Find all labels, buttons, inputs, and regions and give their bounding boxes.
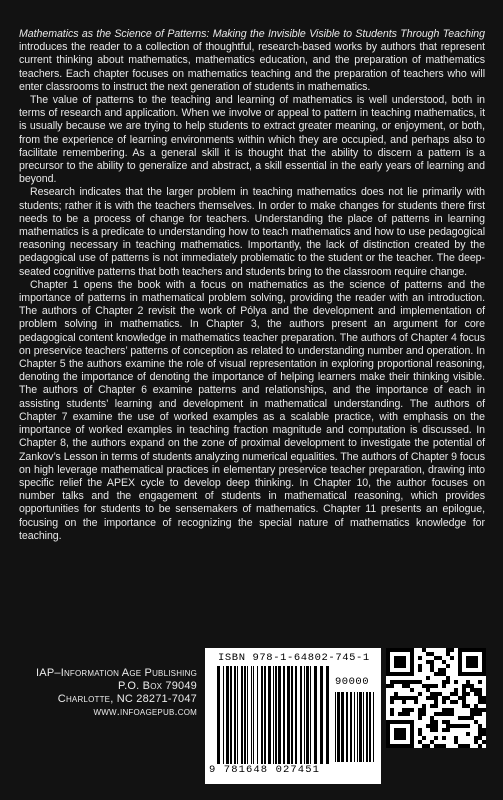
ean-digits: 9 781648 027451 (209, 764, 321, 776)
addon-barcode-bars (335, 692, 377, 762)
paragraph-1 (19, 28, 485, 94)
book-title: Mathematics as the Science of Patterns: Making the Invisible Visible to Students Through Teaching (19, 28, 485, 40)
description-text (19, 28, 485, 543)
isbn-label: ISBN 978-1-64802-745-1 (218, 652, 370, 664)
isbn-barcode (205, 648, 381, 784)
publisher-po-box: P.O. Box 79049 (118, 680, 197, 692)
qr-code-pattern (386, 648, 486, 748)
qr-code (386, 648, 486, 748)
publisher-info (0, 667, 197, 719)
paragraph-2: The value of patterns to the teaching and learning of mathematics is well understood, both in terms of research and application. When we involve or appeal to pattern in teaching mathematics, it is usually because we are trying to help students to extract greater meaning, or enjoyment, or both, from the experience of learning environments within which they are occupied, and perhaps also to facilitate remembering. As a general skill it is thought that the ability to discern a pattern is a precursor to the ability to generalize and abstract, a skill essential in the early years of learning and beyond. (19, 94, 485, 186)
price-code: 90000 (335, 676, 370, 688)
publisher-website: www.infoagepub.com (93, 706, 197, 718)
publisher-name: IAP–Information Age Publishing (36, 667, 197, 679)
publisher-city: Charlotte, NC 28271-7047 (57, 693, 197, 705)
paragraph-4: Chapter 1 opens the book with a focus on mathematics as the science of patterns and the importance of patterns in mathematical problem solving, providing the reader with an introduction. The authors of Chapter 2 revisit the work of Pólya and the development and implementation of problem solving in mathematics. In Chapter 3, the authors present an argument for core pedagogical content knowledge in mathematics teacher preparation. The authors of Chapter 4 focus on preservice teachers’ patterns of conception as related to understanding number and operation. In Chapter 5 the authors examine the role of visual representation in exploring proportional reasoning, denoting the importance of denoting the importance of helping learners make their thinking visible. The authors of Chapter 6 examine patterns and relationships, and the importance of each in assisting students’ learning and development in mathematical understanding. The authors of Chapter 7 examine the use of worked examples as a scalable practice, with emphasis on the importance of worked examples in teaching fraction magnitude and computation is discussed. In Chapter 8, the authors expand on the zone of proximal development to investigate the potential of Zankov’s Lesson in terms of students analyzing numerical equalities. The authors of Chapter 9 focus on high leverage mathematical practices in elementary preservice teacher preparation, drawing into specific relief the APEX cycle to develop deep thinking. In Chapter 10, the author focuses on number talks and the engagement of students in mathematical reasoning, which provides opportunities for students to be sensemakers of mathematics. Chapter 11 presents an epilogue, focusing on the importance of recognizing the special nature of mathematics knowledge for teaching. (19, 278, 485, 542)
paragraph-3: Research indicates that the larger problem in teaching mathematics does not lie primarily with students; rather it is with the teachers themselves. In order to make changes for students there first needs to be a process of change for teachers. Understanding the place of patterns in learning mathematics is a predicate to understanding how to teach mathematics and how to use pedagogical reasoning necessary in teaching mathematics. Importantly, the lack of distinction created by the pedagogical use of patterns is not immediately problematic to the student or the teacher. The deep-seated cognitive patterns that both teachers and students bring to the classroom require change. (19, 186, 485, 278)
ean-barcode-bars (217, 666, 329, 764)
paragraph-1-rest: introduces the reader to a collection of thoughtful, research-based works by authors that represent current thinking about mathematics, mathematics education, and the preparation of mathematics teachers. Each chapter focuses on mathematics teaching and the preparation of teachers who will enter classrooms to instruct the next generation of students in mathematics. (19, 41, 485, 93)
